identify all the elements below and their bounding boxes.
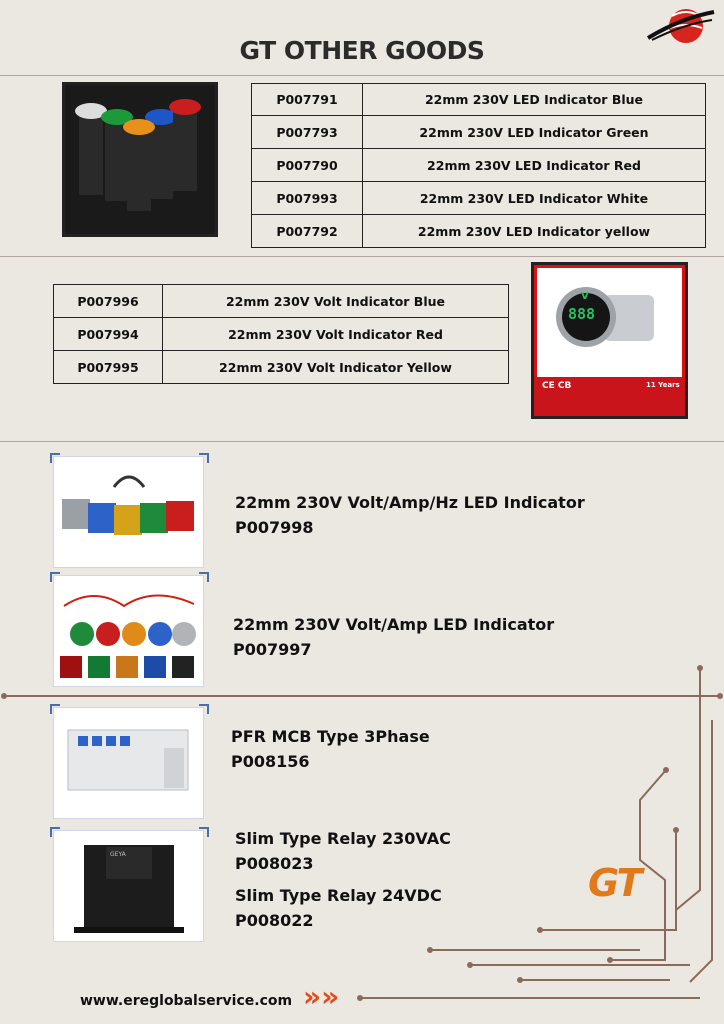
product-text — [231, 724, 430, 774]
product-description: 22mm 230V Volt Indicator Red — [163, 318, 509, 351]
product-description: 22mm 230V LED Indicator Red — [363, 149, 706, 182]
product-code: P007994 — [54, 318, 163, 351]
product-code: P007997 — [233, 640, 312, 659]
product-code: P007998 — [235, 518, 314, 537]
product-description: 22mm 230V Volt Indicator Yellow — [163, 351, 509, 384]
product-text — [235, 826, 451, 876]
product-code: P007993 — [252, 182, 363, 215]
product-text — [235, 490, 585, 540]
product-code: P008156 — [231, 752, 310, 771]
product-image-slim-relay — [53, 830, 204, 942]
frame-corner — [50, 453, 60, 463]
volt-indicator-photo — [531, 262, 688, 419]
product-text — [235, 883, 442, 933]
volt-indicator-table — [53, 284, 509, 384]
product-code: P007793 — [252, 116, 363, 149]
product-name: Slim Type Relay 230VAC — [235, 829, 451, 848]
product-code: P007791 — [252, 84, 363, 116]
frame-corner — [199, 827, 209, 837]
table-row — [252, 149, 706, 182]
table-row — [252, 116, 706, 149]
frame-corner — [50, 827, 60, 837]
table-row — [252, 182, 706, 215]
product-code: P008022 — [235, 911, 314, 930]
product-description: 22mm 230V LED Indicator Green — [363, 116, 706, 149]
led-indicator-photo — [62, 82, 218, 237]
website-link[interactable]: www.ereglobalservice.com — [80, 993, 293, 1009]
frame-corner — [50, 704, 60, 714]
divider — [0, 75, 724, 76]
relay-brand: GEYA — [110, 851, 126, 858]
divider — [0, 256, 724, 257]
table-row — [54, 285, 509, 318]
product-code: P008023 — [235, 854, 314, 873]
divider — [0, 441, 724, 442]
chevron-arrows-icon: »» — [303, 980, 340, 1013]
product-code: P007995 — [54, 351, 163, 384]
product-name: Slim Type Relay 24VDC — [235, 886, 442, 905]
product-text — [233, 612, 554, 662]
table-row — [54, 318, 509, 351]
years-badge: 11 Years — [646, 381, 680, 389]
led-indicator-table — [251, 83, 706, 248]
frame-corner — [199, 572, 209, 582]
table-row — [54, 351, 509, 384]
product-description: 22mm 230V LED Indicator White — [363, 182, 706, 215]
product-code: P007790 — [252, 149, 363, 182]
gt-logo: GT — [588, 861, 641, 905]
frame-corner — [50, 572, 60, 582]
product-image-volt-amp-hz — [53, 456, 204, 568]
product-name: 22mm 230V Volt/Amp/Hz LED Indicator — [235, 493, 585, 512]
frame-corner — [199, 453, 209, 463]
volt-display-unit: V — [581, 291, 589, 302]
table-row — [252, 215, 706, 248]
product-code: P007792 — [252, 215, 363, 248]
frame-corner — [199, 704, 209, 714]
product-code: P007996 — [54, 285, 163, 318]
product-description: 22mm 230V LED Indicator yellow — [363, 215, 706, 248]
product-name: 22mm 230V Volt/Amp LED Indicator — [233, 615, 555, 634]
product-name: PFR MCB Type 3Phase — [231, 727, 430, 746]
product-description: 22mm 230V Volt Indicator Blue — [163, 285, 509, 318]
page-title: GT OTHER GOODS — [239, 36, 485, 65]
volt-display-digits: 888 — [568, 305, 596, 323]
product-image-pfr-mcb — [53, 707, 204, 819]
cert-marks: CE CB — [542, 381, 572, 391]
table-row — [252, 84, 706, 116]
product-description: 22mm 230V LED Indicator Blue — [363, 84, 706, 116]
